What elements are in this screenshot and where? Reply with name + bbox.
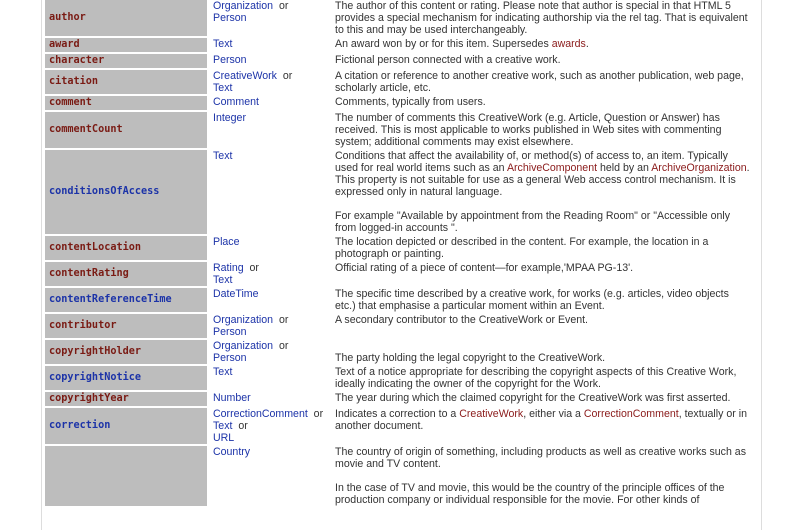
description-text [335, 340, 751, 364]
property-name-cell [45, 96, 213, 110]
description-fragment: The party holding the legal copyright to the CreativeWork. [335, 352, 606, 364]
property-name-cell [45, 0, 213, 36]
description-text [335, 314, 751, 326]
property-name-cell [45, 150, 213, 234]
property-name-link[interactable]: contentRating [49, 268, 129, 279]
description-fragment: Conditions that affect the availability of, or method(s) of access to, an item. Typically used for real world items such as an [335, 150, 728, 174]
expected-type-cell [213, 288, 335, 312]
description-cell [335, 392, 757, 406]
description-link[interactable]: CreativeWork [459, 408, 524, 420]
description-fragment: The author of this content or rating. Please note that author is special in that HTML 5 provides a special mechanism for indicating authorship via the rel tag. That is equivalent to this and may be used interchangeably. [335, 0, 748, 36]
property-name-link[interactable]: contentLocation [49, 242, 142, 253]
property-row [45, 408, 757, 444]
description-cell [335, 314, 757, 338]
description-example: In the case of TV and movie, this would be the country of the principle offices of the production company or individual responsible for the movie. For other kinds of [335, 482, 725, 506]
description-fragment: Indicates a correction to a [335, 408, 460, 420]
description-text [335, 366, 751, 390]
type-link[interactable]: Integer [213, 112, 246, 124]
type-link[interactable]: Text [213, 82, 233, 94]
property-row [45, 314, 757, 338]
type-link[interactable]: Rating [213, 262, 244, 274]
description-cell [335, 150, 757, 234]
property-table [45, 0, 757, 508]
description-fragment: . [585, 38, 589, 50]
type-link[interactable]: CreativeWork [213, 70, 277, 82]
property-row [45, 0, 757, 36]
description-fragment: Comments, typically from users. [335, 96, 486, 108]
type-link[interactable]: Organization [213, 314, 274, 326]
description-fragment: An award won by or for this item. Supersedes [335, 38, 552, 50]
description-fragment: . This property is not suitable for use as a general Web access control mechanism. It is expressed only in natural language. [335, 162, 750, 198]
type-link[interactable]: Number [213, 392, 251, 404]
description-cell [335, 366, 757, 390]
property-name-link[interactable]: copyrightYear [49, 393, 129, 404]
property-row [45, 392, 757, 406]
property-name-link[interactable]: citation [49, 76, 99, 87]
description-cell [335, 38, 757, 52]
expected-type-cell [213, 70, 335, 94]
description-cell [335, 0, 757, 36]
type-link[interactable]: DateTime [213, 288, 259, 300]
property-row [45, 150, 757, 234]
expected-type-cell [213, 392, 335, 406]
property-name-cell [45, 70, 213, 94]
property-name-cell [45, 392, 213, 406]
expected-type-cell [213, 0, 335, 36]
expected-type-cell [213, 38, 335, 52]
description-text [335, 392, 751, 404]
expected-type-cell [213, 366, 335, 390]
type-link[interactable]: URL [213, 432, 235, 444]
property-name-cell [45, 366, 213, 390]
type-link[interactable]: Organization [213, 340, 274, 352]
description-text [335, 112, 751, 148]
or-separator: or [276, 70, 293, 82]
description-fragment: The specific time described by a creative work, for works (e.g. articles, video objects etc.) that emphasise a particular moment within an Event. [335, 288, 729, 312]
property-name-link[interactable]: copyrightHolder [49, 346, 142, 357]
property-row [45, 288, 757, 312]
description-link[interactable]: ArchiveComponent [506, 162, 598, 174]
property-name-link[interactable]: contributor [49, 320, 117, 331]
property-name-cell [45, 408, 213, 444]
type-link[interactable]: Text [213, 420, 233, 432]
description-text [335, 0, 751, 36]
or-separator: or [243, 262, 259, 274]
description-link[interactable]: awards [551, 38, 586, 50]
property-row [45, 236, 757, 260]
property-name-cell [45, 340, 213, 364]
property-row [45, 54, 757, 68]
type-link[interactable]: Country [213, 446, 251, 458]
description-fragment: Text of a notice appropriate for describing the copyright aspects of this Creative Work, ideally indicating the owner of the copyright for the Work. [335, 366, 737, 390]
property-row [45, 262, 757, 286]
description-cell [335, 262, 757, 286]
or-separator: or [273, 0, 289, 12]
property-row [45, 446, 757, 506]
type-link[interactable]: Text [213, 38, 233, 50]
expected-type-cell [213, 54, 335, 68]
type-link[interactable]: CorrectionComment [213, 408, 308, 420]
description-cell [335, 112, 757, 148]
property-row [45, 366, 757, 390]
expected-type-cell [213, 340, 335, 364]
type-link[interactable]: Person [213, 54, 247, 66]
type-link[interactable]: Person [213, 326, 247, 338]
description-fragment: Fictional person connected with a creative work. [335, 54, 561, 66]
description-link[interactable]: CorrectionComment [583, 408, 679, 420]
property-name-cell [45, 446, 213, 506]
type-link[interactable]: Place [213, 236, 240, 248]
description-cell [335, 70, 757, 94]
or-separator: or [273, 340, 289, 352]
expected-type-cell [213, 314, 335, 338]
description-text [335, 236, 751, 260]
expected-type-cell [213, 446, 335, 506]
property-name-cell [45, 112, 213, 148]
description-text [335, 150, 751, 198]
description-text [335, 408, 751, 432]
description-link[interactable]: ArchiveOrganization [651, 162, 747, 174]
description-example: For example "Available by appointment from the Reading Room" or "Accessible only from logged-in accounts ". [335, 210, 731, 234]
type-link[interactable]: Organization [213, 0, 274, 12]
description-text [335, 38, 751, 50]
property-name-cell [45, 288, 213, 312]
description-fragment: The year during which the claimed copyright for the CreativeWork was first asserted. [335, 392, 731, 404]
description-fragment: Official rating of a piece of content—for example,'MPAA PG-13'. [335, 262, 634, 274]
property-name-link[interactable]: comment [49, 97, 92, 108]
property-row [45, 38, 757, 52]
description-text [335, 54, 751, 66]
description-fragment: The country of origin of something, including products as well as creative works such as movie and TV content. [335, 446, 746, 470]
type-link[interactable]: Comment [213, 96, 259, 108]
type-link[interactable]: Person [213, 12, 247, 24]
description-fragment: The location depicted or described in the content. For example, the location in a photograph or painting. [335, 236, 709, 260]
description-text [335, 262, 751, 274]
property-name-cell [45, 38, 213, 52]
type-link[interactable]: Text [213, 366, 233, 378]
property-name-link[interactable]: copyrightNotice [49, 372, 142, 383]
expected-type-cell [213, 112, 335, 148]
expected-type-cell [213, 150, 335, 234]
description-cell [335, 340, 757, 364]
expected-type-cell [213, 262, 335, 286]
property-name-cell [45, 236, 213, 260]
property-name-link[interactable]: correction [49, 420, 111, 431]
property-row [45, 70, 757, 94]
property-name-link[interactable]: commentCount [49, 124, 123, 135]
description-cell [335, 96, 757, 110]
type-link[interactable]: Person [213, 352, 247, 364]
type-link[interactable]: Text [213, 274, 233, 286]
description-fragment: held by an [597, 162, 652, 174]
or-separator: or [232, 420, 248, 432]
expected-type-cell [213, 408, 335, 444]
description-fragment: A citation or reference to another creative work, such as another publication, web page, scholarly article, etc. [335, 70, 744, 94]
property-row [45, 96, 757, 110]
property-name-link[interactable]: author [49, 12, 86, 23]
property-name-link[interactable]: award [49, 39, 80, 50]
description-cell [335, 408, 757, 444]
property-name-cell [45, 314, 213, 338]
description-fragment: A secondary contributor to the CreativeWork or Event. [335, 314, 588, 326]
description-fragment: , either via a [523, 408, 584, 420]
property-name-link[interactable]: conditionsOfAccess [49, 186, 160, 197]
or-separator: or [273, 314, 289, 326]
or-separator: or [307, 408, 324, 420]
property-name-cell [45, 54, 213, 68]
description-text [335, 446, 751, 470]
expected-type-cell [213, 96, 335, 110]
description-cell [335, 288, 757, 312]
expected-type-cell [213, 236, 335, 260]
description-fragment: , textually or in another document. [335, 408, 747, 432]
description-cell [335, 446, 757, 506]
description-cell [335, 54, 757, 68]
description-text [335, 96, 751, 108]
property-name-cell [45, 262, 213, 286]
description-fragment: The number of comments this CreativeWork (e.g. Article, Question or Answer) has received. This is most applicable to works published in Web sites with commenting system; additional comments may exist elsewhere. [335, 112, 722, 148]
description-cell [335, 236, 757, 260]
property-row [45, 112, 757, 148]
property-name-link[interactable]: character [49, 55, 105, 66]
type-link[interactable]: Text [213, 150, 233, 162]
description-text [335, 288, 751, 312]
property-name-link[interactable]: contentReferenceTime [49, 294, 172, 305]
property-row [45, 340, 757, 364]
description-text [335, 70, 751, 94]
